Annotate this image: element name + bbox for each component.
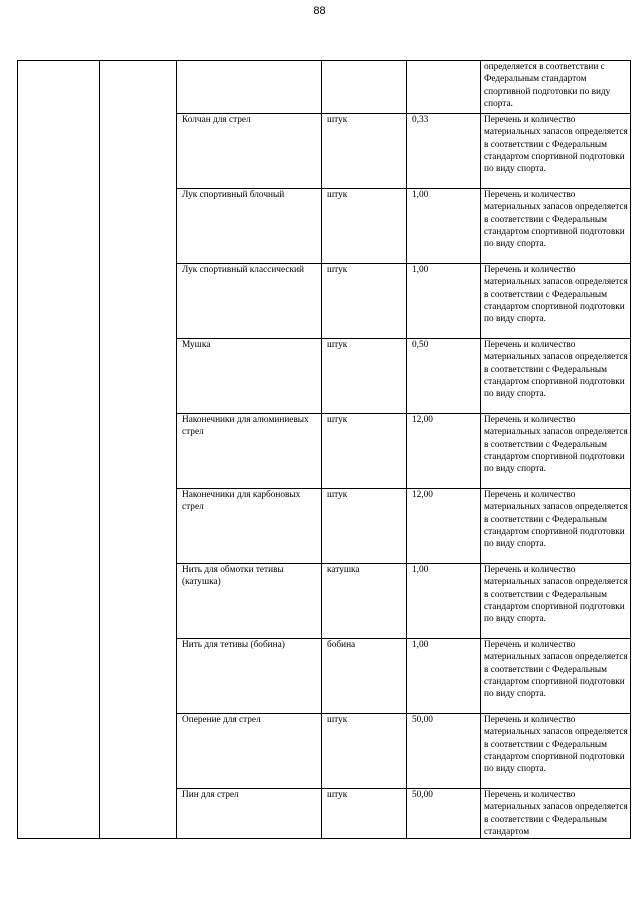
item-name: Лук спортивный блочный: [177, 189, 322, 264]
item-note: Перечень и количество материальных запасов определяется в соответствии с Федеральным стандартом спортивной подготовки по виду спорта.: [481, 264, 631, 339]
item-name: Колчан для стрел: [177, 114, 322, 189]
item-note: Перечень и количество материальных запасов определяется в соответствии с Федеральным стандартом: [481, 789, 631, 839]
qty-cell: [407, 61, 481, 114]
item-unit: штук: [322, 264, 407, 339]
item-unit: катушка: [322, 564, 407, 639]
item-note: Перечень и количество материальных запасов определяется в соответствии с Федеральным стандартом спортивной подготовки по виду спорта.: [481, 414, 631, 489]
item-unit: штук: [322, 339, 407, 414]
item-unit: штук: [322, 789, 407, 839]
item-quantity: 50,00: [407, 714, 481, 789]
item-quantity: 1,00: [407, 639, 481, 714]
item-note: Перечень и количество материальных запасов определяется в соответствии с Федеральным стандартом спортивной подготовки по виду спорта.: [481, 714, 631, 789]
item-note: Перечень и количество материальных запасов определяется в соответствии с Федеральным стандартом спортивной подготовки по виду спорта.: [481, 189, 631, 264]
item-unit: штук: [322, 114, 407, 189]
item-unit: штук: [322, 189, 407, 264]
item-quantity: 1,00: [407, 189, 481, 264]
item-note: Перечень и количество материальных запасов определяется в соответствии с Федеральным стандартом спортивной подготовки по виду спорта.: [481, 564, 631, 639]
name-cell: [177, 61, 322, 114]
item-name: Нить для обмотки тетивы (катушка): [177, 564, 322, 639]
item-name: Нить для тетивы (бобина): [177, 639, 322, 714]
item-name: Лук спортивный классический: [177, 264, 322, 339]
item-name: Наконечники для карбоновых стрел: [177, 489, 322, 564]
item-quantity: 0,50: [407, 339, 481, 414]
empty-cell-col2: [100, 61, 177, 839]
item-quantity: 0,33: [407, 114, 481, 189]
item-note: Перечень и количество материальных запасов определяется в соответствии с Федеральным стандартом спортивной подготовки по виду спорта.: [481, 489, 631, 564]
page-number: 88: [313, 5, 326, 17]
item-name: Пин для стрел: [177, 789, 322, 839]
note-cell: определяется в соответствии с Федеральным стандартом спортивной подготовки по виду спорта.: [481, 61, 631, 114]
item-quantity: 12,00: [407, 489, 481, 564]
item-note: Перечень и количество материальных запасов определяется в соответствии с Федеральным стандартом спортивной подготовки по виду спорта.: [481, 339, 631, 414]
unit-cell: [322, 61, 407, 114]
item-quantity: 50,00: [407, 789, 481, 839]
item-unit: штук: [322, 489, 407, 564]
item-quantity: 1,00: [407, 564, 481, 639]
item-note: Перечень и количество материальных запасов определяется в соответствии с Федеральным стандартом спортивной подготовки по виду спорта.: [481, 639, 631, 714]
item-name: Мушка: [177, 339, 322, 414]
item-unit: штук: [322, 714, 407, 789]
item-quantity: 12,00: [407, 414, 481, 489]
table-row: [18, 61, 631, 114]
empty-cell-col1: [18, 61, 100, 839]
item-quantity: 1,00: [407, 264, 481, 339]
item-unit: штук: [322, 414, 407, 489]
item-note: Перечень и количество материальных запасов определяется в соответствии с Федеральным стандартом спортивной подготовки по виду спорта.: [481, 114, 631, 189]
item-name: Наконечники для алюминиевых стрел: [177, 414, 322, 489]
item-unit: бобина: [322, 639, 407, 714]
item-name: Оперение для стрел: [177, 714, 322, 789]
equipment-table: [17, 60, 631, 839]
